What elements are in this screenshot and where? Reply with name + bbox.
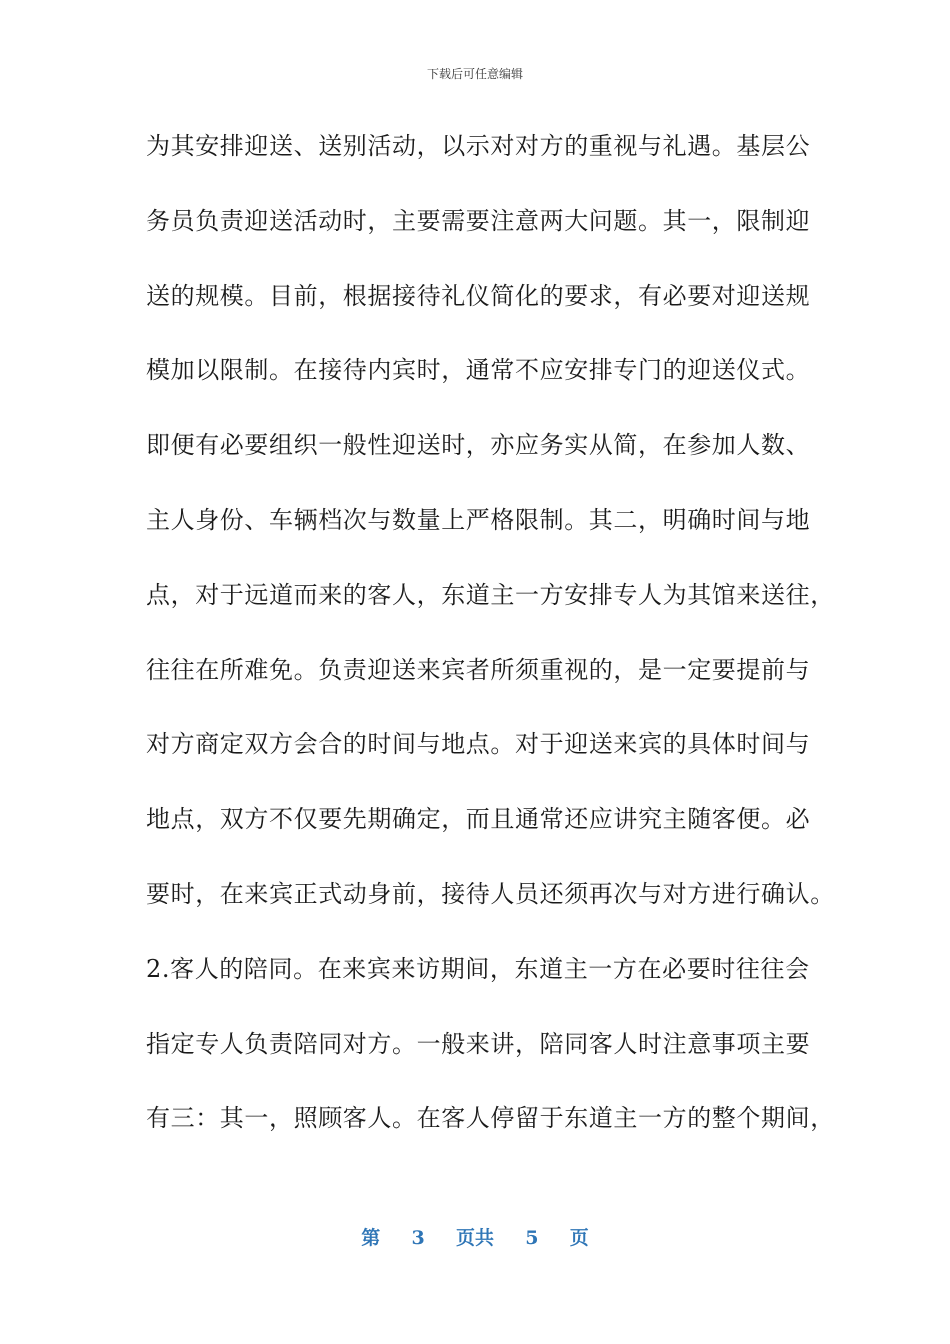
- footer-current-page: 3: [411, 1227, 425, 1249]
- footer-suffix: 页: [569, 1227, 589, 1249]
- body-line-2: 务员负责迎送活动时，主要需要注意两大问题。其一，限制迎: [146, 206, 811, 235]
- body-line-9: 对方商定双方会合的时间与地点。对于迎送来宾的具体时间与: [146, 730, 811, 759]
- footer-prefix: 第: [361, 1227, 381, 1249]
- body-line-6: 主人身份、车辆档次与数量上严格限制。其二，明确时间与地: [146, 505, 811, 534]
- document-body: [146, 120, 835, 1167]
- footer-middle: 页共: [455, 1227, 494, 1249]
- header-text: 下载后可任意编辑: [426, 67, 523, 81]
- body-line-10: 地点，双方不仅要先期确定，而且通常还应讲究主随客便。必: [146, 805, 811, 834]
- page-header: [0, 66, 950, 82]
- body-line-7: 点，对于远道而来的客人，东道主一方安排专人为其馆来送往，: [146, 580, 835, 609]
- body-line-1: 为其安排迎送、送别活动，以示对对方的重视与礼遇。基层公: [146, 132, 811, 160]
- body-line-4: 模加以限制。在接待内宾时，通常不应安排专门的迎送仪式。: [146, 356, 811, 385]
- body-line-5: 即便有必要组织一般性迎送时，亦应务实从简，在参加人数、: [146, 431, 811, 460]
- footer-total-pages: 5: [525, 1227, 539, 1249]
- body-line-11: 要时，在来宾正式动身前，接待人员还须再次与对方进行确认。: [146, 879, 835, 908]
- body-line-14: 有三：其一，照顾客人。在客人停留于东道主一方的整个期间，: [146, 1104, 835, 1133]
- page-footer: [0, 1226, 950, 1250]
- body-line-8: 往往在所难免。负责迎送来宾者所须重视的，是一定要提前与: [146, 655, 811, 684]
- body-line-13: 指定专人负责陪同对方。一般来讲，陪同客人时注意事项主要: [146, 1029, 811, 1058]
- body-line-12: 2.客人的陪同。在来宾来访期间，东道主一方在必要时往往会: [146, 954, 810, 983]
- body-line-3: 送的规模。目前，根据接待礼仪简化的要求，有必要对迎送规: [146, 281, 811, 310]
